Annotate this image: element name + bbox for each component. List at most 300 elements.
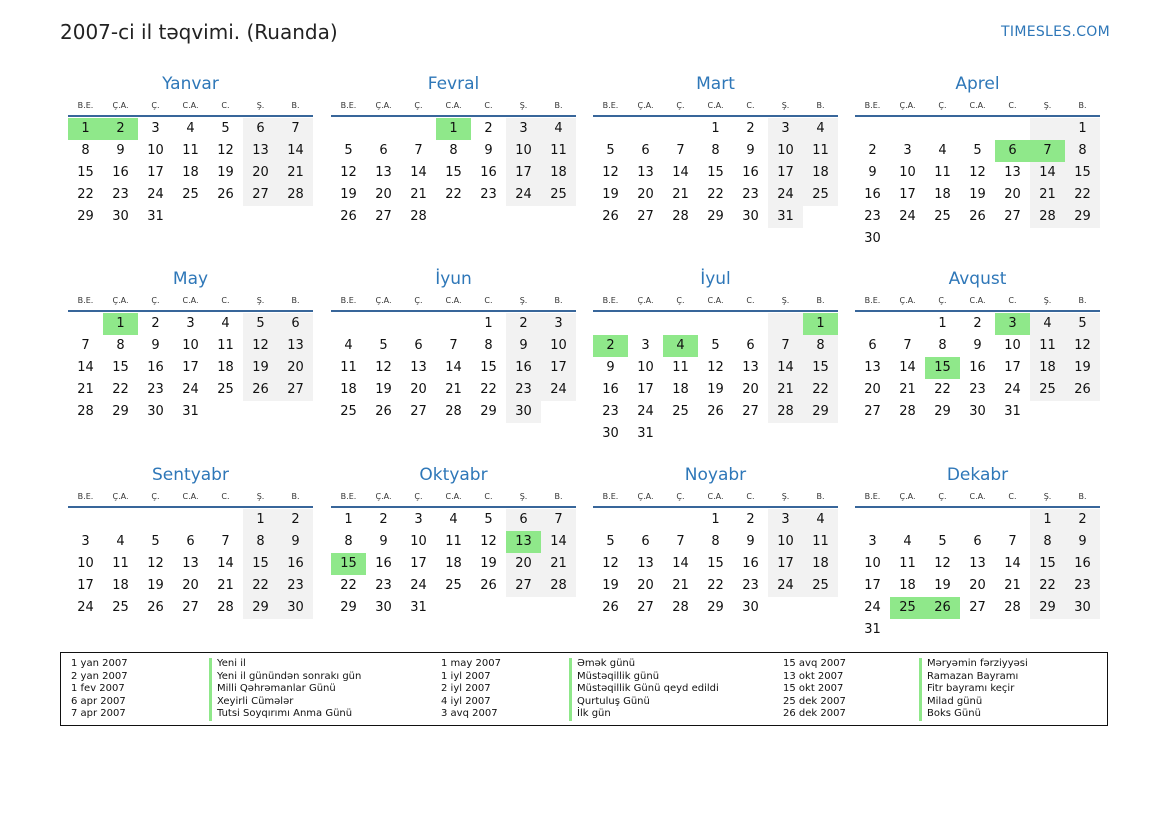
weekday-label: C.A.	[969, 296, 986, 305]
weekday-label: Ş.	[519, 296, 528, 305]
legend-holiday-name: İlk gün	[569, 708, 719, 721]
day-cell: 19	[375, 382, 392, 397]
weekday-label: C.	[484, 101, 493, 110]
empty-day-cell	[890, 509, 925, 531]
brand-link[interactable]: TIMESLES.COM	[1001, 24, 1110, 40]
day-cell: 11	[445, 534, 462, 549]
empty-day-cell	[698, 423, 733, 445]
day-cell: 27	[243, 184, 278, 206]
weekday-header	[331, 490, 576, 508]
day-cell: 10	[541, 335, 576, 357]
day-cell: 17	[410, 556, 427, 571]
day-cell: 22	[480, 382, 497, 397]
day-cell: 16	[375, 556, 392, 571]
day-cell: 6	[278, 313, 313, 335]
weekday-label: Ç.A.	[637, 101, 654, 110]
legend-holiday-name: Əmək günü	[569, 658, 719, 671]
day-cell: 20	[864, 382, 881, 397]
holiday-legend	[60, 652, 1108, 726]
day-cell: 29	[707, 209, 724, 224]
weekday-label: B.E.	[864, 492, 881, 501]
empty-day-cell	[768, 423, 803, 445]
day-cell: 24	[506, 184, 541, 206]
day-cell: 28	[899, 404, 916, 419]
day-cell: 30	[112, 209, 129, 224]
day-cell: 31	[147, 209, 164, 224]
weekday-label: C.A.	[707, 492, 724, 501]
day-cell: 21	[541, 553, 576, 575]
day-cell: 31	[410, 600, 427, 615]
day-cell: 6	[506, 509, 541, 531]
legend-date: 1 fev 2007	[71, 683, 125, 695]
day-cell: 21	[445, 382, 462, 397]
empty-day-cell	[698, 313, 733, 335]
day-cell: 4	[116, 534, 125, 549]
holiday-day-cell: 7	[1030, 140, 1065, 162]
day-cell: 30	[864, 231, 881, 246]
day-cell: 4	[903, 534, 912, 549]
day-cell: 9	[746, 534, 755, 549]
day-cell: 8	[81, 143, 90, 158]
day-cell: 25	[445, 578, 462, 593]
day-cell: 9	[606, 360, 615, 375]
empty-day-cell	[803, 597, 838, 619]
day-cell: 5	[606, 534, 615, 549]
month-name: Yanvar	[162, 74, 219, 94]
weekday-label: Ç.A.	[112, 492, 129, 501]
day-cell: 3	[414, 512, 423, 527]
month-name: May	[172, 269, 209, 289]
weekday-label: B.	[554, 101, 563, 110]
weekday-label: Ş.	[256, 296, 265, 305]
day-cell: 7	[278, 118, 313, 140]
day-cell: 10	[1004, 338, 1021, 353]
day-cell: 10	[899, 165, 916, 180]
day-cell: 28	[410, 209, 427, 224]
day-cell: 4	[344, 338, 353, 353]
empty-day-cell	[593, 313, 628, 335]
weekday-label: B.	[291, 296, 300, 305]
legend-holiday-name: Məryəmin fərziyyəsi	[919, 658, 1028, 671]
day-cell: 30	[278, 597, 313, 619]
day-cell: 22	[340, 578, 357, 593]
legend-holiday-name: Milad günü	[919, 696, 1028, 709]
empty-day-cell	[471, 597, 506, 619]
day-grid	[331, 509, 576, 619]
day-cell: 28	[217, 600, 234, 615]
day-cell: 13	[243, 140, 278, 162]
day-cell: 13	[375, 165, 392, 180]
day-cell: 24	[410, 578, 427, 593]
day-cell: 27	[864, 404, 881, 419]
month-name: Aprel	[955, 74, 1000, 94]
day-cell: 15	[112, 360, 129, 375]
day-cell: 24	[147, 187, 164, 202]
legend-names-column	[569, 658, 719, 721]
weekday-label: B.E.	[77, 492, 94, 501]
day-cell: 3	[506, 118, 541, 140]
empty-day-cell	[768, 597, 803, 619]
empty-day-cell	[960, 118, 995, 140]
day-cell: 27	[637, 209, 654, 224]
day-grid	[331, 313, 576, 423]
holiday-day-cell: 25	[890, 597, 925, 619]
day-cell: 25	[112, 600, 129, 615]
day-cell: 9	[379, 534, 388, 549]
day-cell: 15	[1030, 553, 1065, 575]
day-cell: 15	[243, 553, 278, 575]
day-cell: 10	[506, 140, 541, 162]
day-cell: 18	[803, 553, 838, 575]
holiday-day-cell: 15	[925, 357, 960, 379]
weekday-label: Ç.A.	[375, 296, 392, 305]
day-cell: 3	[641, 338, 650, 353]
legend-names-column	[919, 658, 1028, 721]
day-cell: 18	[217, 360, 234, 375]
day-cell: 22	[707, 578, 724, 593]
day-cell: 31	[1004, 404, 1021, 419]
holiday-day-cell: 1	[68, 118, 103, 140]
day-cell: 16	[969, 360, 986, 375]
day-cell: 8	[344, 534, 353, 549]
day-cell: 3	[541, 313, 576, 335]
day-cell: 19	[602, 578, 619, 593]
day-cell: 8	[938, 338, 947, 353]
weekday-label: Ş.	[1043, 296, 1052, 305]
day-cell: 26	[375, 404, 392, 419]
day-cell: 20	[410, 382, 427, 397]
holiday-day-cell: 6	[995, 140, 1030, 162]
day-cell: 27	[506, 575, 541, 597]
weekday-label: Ş.	[1043, 492, 1052, 501]
day-cell: 3	[868, 534, 877, 549]
day-cell: 11	[934, 165, 951, 180]
day-cell: 16	[1065, 553, 1100, 575]
day-grid	[593, 118, 838, 228]
day-cell: 2	[746, 121, 755, 136]
day-cell: 16	[147, 360, 164, 375]
weekday-label: Ş.	[781, 296, 790, 305]
day-cell: 13	[1004, 165, 1021, 180]
day-cell: 9	[484, 143, 493, 158]
day-cell: 24	[182, 382, 199, 397]
empty-day-cell	[733, 423, 768, 445]
weekday-label: C.	[221, 492, 230, 501]
day-grid	[593, 509, 838, 619]
day-cell: 5	[1065, 313, 1100, 335]
empty-day-cell	[366, 118, 401, 140]
day-cell: 21	[899, 382, 916, 397]
day-cell: 2	[868, 143, 877, 158]
day-cell: 27	[278, 379, 313, 401]
weekday-label: C.A.	[182, 101, 199, 110]
weekday-label: Ç.	[414, 296, 423, 305]
day-cell: 11	[112, 556, 129, 571]
month-block	[331, 268, 576, 423]
empty-day-cell	[68, 313, 103, 335]
day-cell: 14	[410, 165, 427, 180]
day-cell: 29	[707, 600, 724, 615]
day-cell: 5	[711, 338, 720, 353]
day-cell: 14	[899, 360, 916, 375]
empty-day-cell	[995, 228, 1030, 250]
holiday-day-cell: 3	[995, 313, 1030, 335]
month-block	[331, 464, 576, 619]
weekday-label: C.	[746, 101, 755, 110]
empty-day-cell	[278, 401, 313, 423]
day-cell: 23	[480, 187, 497, 202]
day-cell: 31	[637, 426, 654, 441]
empty-day-cell	[803, 423, 838, 445]
empty-day-cell	[733, 313, 768, 335]
day-cell: 27	[182, 600, 199, 615]
day-cell: 11	[340, 360, 357, 375]
empty-day-cell	[803, 206, 838, 228]
holiday-day-cell: 13	[506, 531, 541, 553]
day-cell: 12	[217, 143, 234, 158]
weekday-label: C.	[1008, 101, 1017, 110]
day-cell: 24	[899, 209, 916, 224]
weekday-label: B.	[1078, 101, 1087, 110]
day-cell: 6	[243, 118, 278, 140]
day-cell: 18	[541, 162, 576, 184]
day-cell: 26	[707, 404, 724, 419]
day-cell: 31	[864, 622, 881, 637]
day-cell: 3	[151, 121, 160, 136]
day-cell: 11	[672, 360, 689, 375]
weekday-label: Ş.	[781, 492, 790, 501]
holiday-day-cell: 2	[593, 335, 628, 357]
weekday-label: B.E.	[602, 492, 619, 501]
month-name: İyul	[700, 269, 731, 289]
month-block	[855, 73, 1100, 250]
weekday-header	[593, 490, 838, 508]
day-cell: 30	[375, 600, 392, 615]
weekday-label: B.E.	[602, 101, 619, 110]
empty-day-cell	[925, 118, 960, 140]
legend-date: 15 avq 2007	[783, 658, 846, 669]
day-cell: 26	[1065, 379, 1100, 401]
month-name: Noyabr	[684, 465, 747, 485]
day-cell: 11	[217, 338, 234, 353]
day-cell: 3	[903, 143, 912, 158]
weekday-label: B.E.	[340, 101, 357, 110]
day-cell: 20	[375, 187, 392, 202]
weekday-label: B.E.	[340, 492, 357, 501]
day-cell: 18	[340, 382, 357, 397]
day-cell: 11	[182, 143, 199, 158]
day-cell: 7	[541, 509, 576, 531]
day-cell: 16	[506, 357, 541, 379]
weekday-label: B.E.	[602, 296, 619, 305]
day-cell: 5	[221, 121, 230, 136]
day-cell: 5	[151, 534, 160, 549]
page-title: 2007-ci il təqvimi. (Ruanda)	[60, 20, 338, 44]
day-cell: 29	[1065, 206, 1100, 228]
weekday-label: B.	[816, 492, 825, 501]
empty-day-cell	[855, 509, 890, 531]
day-cell: 24	[77, 600, 94, 615]
day-cell: 11	[803, 531, 838, 553]
day-cell: 10	[637, 360, 654, 375]
day-cell: 4	[541, 118, 576, 140]
day-cell: 17	[768, 162, 803, 184]
weekday-label: C.A.	[969, 492, 986, 501]
day-cell: 10	[147, 143, 164, 158]
day-cell: 7	[903, 338, 912, 353]
day-cell: 4	[803, 118, 838, 140]
day-cell: 25	[672, 404, 689, 419]
empty-day-cell	[541, 401, 576, 423]
month-block	[593, 464, 838, 619]
weekday-label: Ş.	[519, 492, 528, 501]
holiday-day-cell: 1	[803, 313, 838, 335]
day-cell: 26	[602, 209, 619, 224]
empty-day-cell	[890, 228, 925, 250]
day-cell: 6	[746, 338, 755, 353]
day-cell: 10	[182, 338, 199, 353]
day-cell: 6	[641, 534, 650, 549]
day-cell: 17	[541, 357, 576, 379]
empty-day-cell	[925, 619, 960, 641]
weekday-label: Ç.A.	[899, 101, 916, 110]
weekday-label: C.	[1008, 492, 1017, 501]
empty-day-cell	[208, 401, 243, 423]
weekday-label: B.E.	[864, 101, 881, 110]
day-cell: 20	[182, 578, 199, 593]
day-cell: 8	[803, 335, 838, 357]
day-cell: 19	[243, 357, 278, 379]
weekday-label: Ç.	[151, 296, 160, 305]
empty-day-cell	[138, 509, 173, 531]
month-name: İyun	[435, 269, 472, 289]
day-cell: 21	[1004, 578, 1021, 593]
empty-day-cell	[995, 509, 1030, 531]
empty-day-cell	[173, 509, 208, 531]
day-cell: 20	[278, 357, 313, 379]
day-cell: 10	[768, 140, 803, 162]
legend-date: 2 yan 2007	[71, 670, 128, 682]
day-cell: 16	[112, 165, 129, 180]
holiday-day-cell: 4	[663, 335, 698, 357]
day-cell: 12	[707, 360, 724, 375]
empty-day-cell	[506, 206, 541, 228]
empty-day-cell	[1030, 228, 1065, 250]
day-cell: 1	[1065, 118, 1100, 140]
day-cell: 17	[182, 360, 199, 375]
day-cell: 10	[864, 556, 881, 571]
legend-holiday-name: Boks Günü	[919, 708, 1028, 721]
day-cell: 23	[506, 379, 541, 401]
day-cell: 21	[77, 382, 94, 397]
day-cell: 23	[864, 209, 881, 224]
legend-date: 3 avq 2007	[441, 708, 498, 720]
day-cell: 12	[243, 335, 278, 357]
weekday-label: Ç.	[414, 492, 423, 501]
month-block	[855, 464, 1100, 641]
day-cell: 19	[602, 187, 619, 202]
month-block	[593, 73, 838, 228]
day-cell: 2	[278, 509, 313, 531]
day-cell: 10	[410, 534, 427, 549]
day-cell: 14	[445, 360, 462, 375]
day-cell: 28	[445, 404, 462, 419]
empty-day-cell	[593, 118, 628, 140]
weekday-label: Ç.	[414, 101, 423, 110]
empty-day-cell	[401, 313, 436, 335]
weekday-label: C.A.	[445, 296, 462, 305]
legend-holiday-name: Milli Qəhrəmanlar Günü	[209, 683, 361, 696]
day-cell: 12	[375, 360, 392, 375]
weekday-label: B.	[1078, 296, 1087, 305]
empty-day-cell	[890, 619, 925, 641]
empty-day-cell	[1065, 619, 1100, 641]
day-cell: 16	[602, 382, 619, 397]
day-cell: 30	[602, 426, 619, 441]
day-cell: 20	[637, 187, 654, 202]
day-cell: 12	[1065, 335, 1100, 357]
day-cell: 12	[602, 556, 619, 571]
weekday-label: Ç.A.	[375, 492, 392, 501]
holiday-day-cell: 1	[436, 118, 471, 140]
weekday-label: Ç.	[151, 101, 160, 110]
day-cell: 5	[243, 313, 278, 335]
weekday-label: C.A.	[445, 492, 462, 501]
day-cell: 28	[672, 209, 689, 224]
month-block	[593, 268, 838, 445]
empty-day-cell	[436, 206, 471, 228]
day-cell: 14	[541, 531, 576, 553]
day-cell: 21	[768, 379, 803, 401]
empty-day-cell	[208, 206, 243, 228]
day-cell: 16	[278, 553, 313, 575]
empty-day-cell	[925, 228, 960, 250]
empty-day-cell	[278, 206, 313, 228]
day-cell: 18	[934, 187, 951, 202]
day-cell: 28	[278, 184, 313, 206]
day-cell: 17	[768, 553, 803, 575]
weekday-label: Ç.A.	[112, 296, 129, 305]
day-cell: 30	[742, 209, 759, 224]
day-cell: 24	[768, 184, 803, 206]
legend-holiday-name: Xeyirli Cümələr	[209, 696, 361, 709]
day-cell: 4	[803, 509, 838, 531]
day-cell: 4	[186, 121, 195, 136]
day-cell: 17	[77, 578, 94, 593]
day-cell: 26	[480, 578, 497, 593]
weekday-label: C.	[746, 296, 755, 305]
day-cell: 29	[243, 597, 278, 619]
day-cell: 21	[278, 162, 313, 184]
day-cell: 27	[410, 404, 427, 419]
day-cell: 23	[602, 404, 619, 419]
weekday-header	[331, 294, 576, 312]
weekday-label: B.E.	[864, 296, 881, 305]
empty-day-cell	[960, 619, 995, 641]
day-grid	[855, 313, 1100, 423]
day-cell: 18	[182, 165, 199, 180]
legend-date: 1 yan 2007	[71, 658, 128, 669]
legend-holiday-name: Yeni il günündən sonrakı gün	[209, 671, 361, 684]
day-cell: 30	[147, 404, 164, 419]
day-cell: 1	[344, 512, 353, 527]
weekday-label: Ç.A.	[375, 101, 392, 110]
day-cell: 19	[147, 578, 164, 593]
day-cell: 7	[449, 338, 458, 353]
day-cell: 13	[742, 360, 759, 375]
day-cell: 25	[182, 187, 199, 202]
weekday-label: C.	[484, 296, 493, 305]
